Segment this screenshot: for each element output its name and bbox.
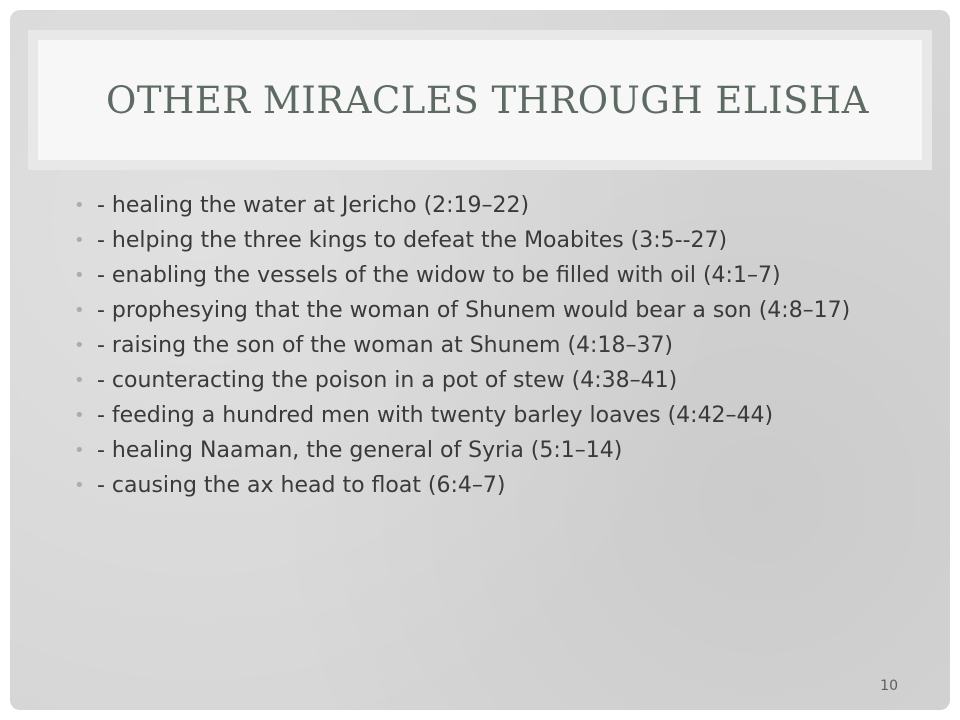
bullet-dot-icon: •: [74, 335, 85, 356]
bullet-text: - healing Naaman, the general of Syria (5:1–14): [97, 438, 623, 463]
bullet-text: - feeding a hundred men with twenty barley loaves (4:42–44): [97, 403, 774, 428]
bullet-text: - enabling the vessels of the widow to be filled with oil (4:1–7): [97, 263, 781, 288]
bullet-dot-icon: •: [74, 475, 85, 496]
bullet-text: - counteracting the poison in a pot of stew (4:38–41): [97, 368, 678, 393]
bullet-item: [72, 262, 892, 289]
title-box: [28, 30, 932, 170]
bullet-text: - raising the son of the woman at Shunem (4:18–37): [97, 333, 674, 358]
bullet-text: - helping the three kings to defeat the Moabites (3:5--27): [97, 228, 728, 253]
bullet-dot-icon: •: [74, 265, 85, 286]
bullet-text: - prophesying that the woman of Shunem would bear a son (4:8–17): [97, 298, 851, 323]
bullet-text: - healing the water at Jericho (2:19–22): [97, 193, 530, 218]
bullet-dot-icon: •: [74, 370, 85, 391]
bullet-item: [72, 402, 892, 429]
bullet-text: - causing the ax head to float (6:4–7): [97, 473, 506, 498]
bullet-item: [72, 227, 892, 254]
bullet-item: [72, 192, 892, 219]
bullet-dot-icon: •: [74, 405, 85, 426]
bullet-dot-icon: •: [74, 195, 85, 216]
bullet-item: [72, 437, 892, 464]
bullet-item: [72, 472, 892, 499]
bullet-item: [72, 367, 892, 394]
slide: [10, 10, 950, 710]
bullet-dot-icon: •: [74, 300, 85, 321]
page-number: 10: [880, 678, 898, 694]
bullet-dot-icon: •: [74, 440, 85, 461]
bullet-item: [72, 332, 892, 359]
bullet-list: [72, 192, 892, 507]
bullet-dot-icon: •: [74, 230, 85, 251]
bullet-item: [72, 297, 892, 324]
slide-title: OTHER MIRACLES THROUGH ELISHA: [106, 78, 869, 122]
